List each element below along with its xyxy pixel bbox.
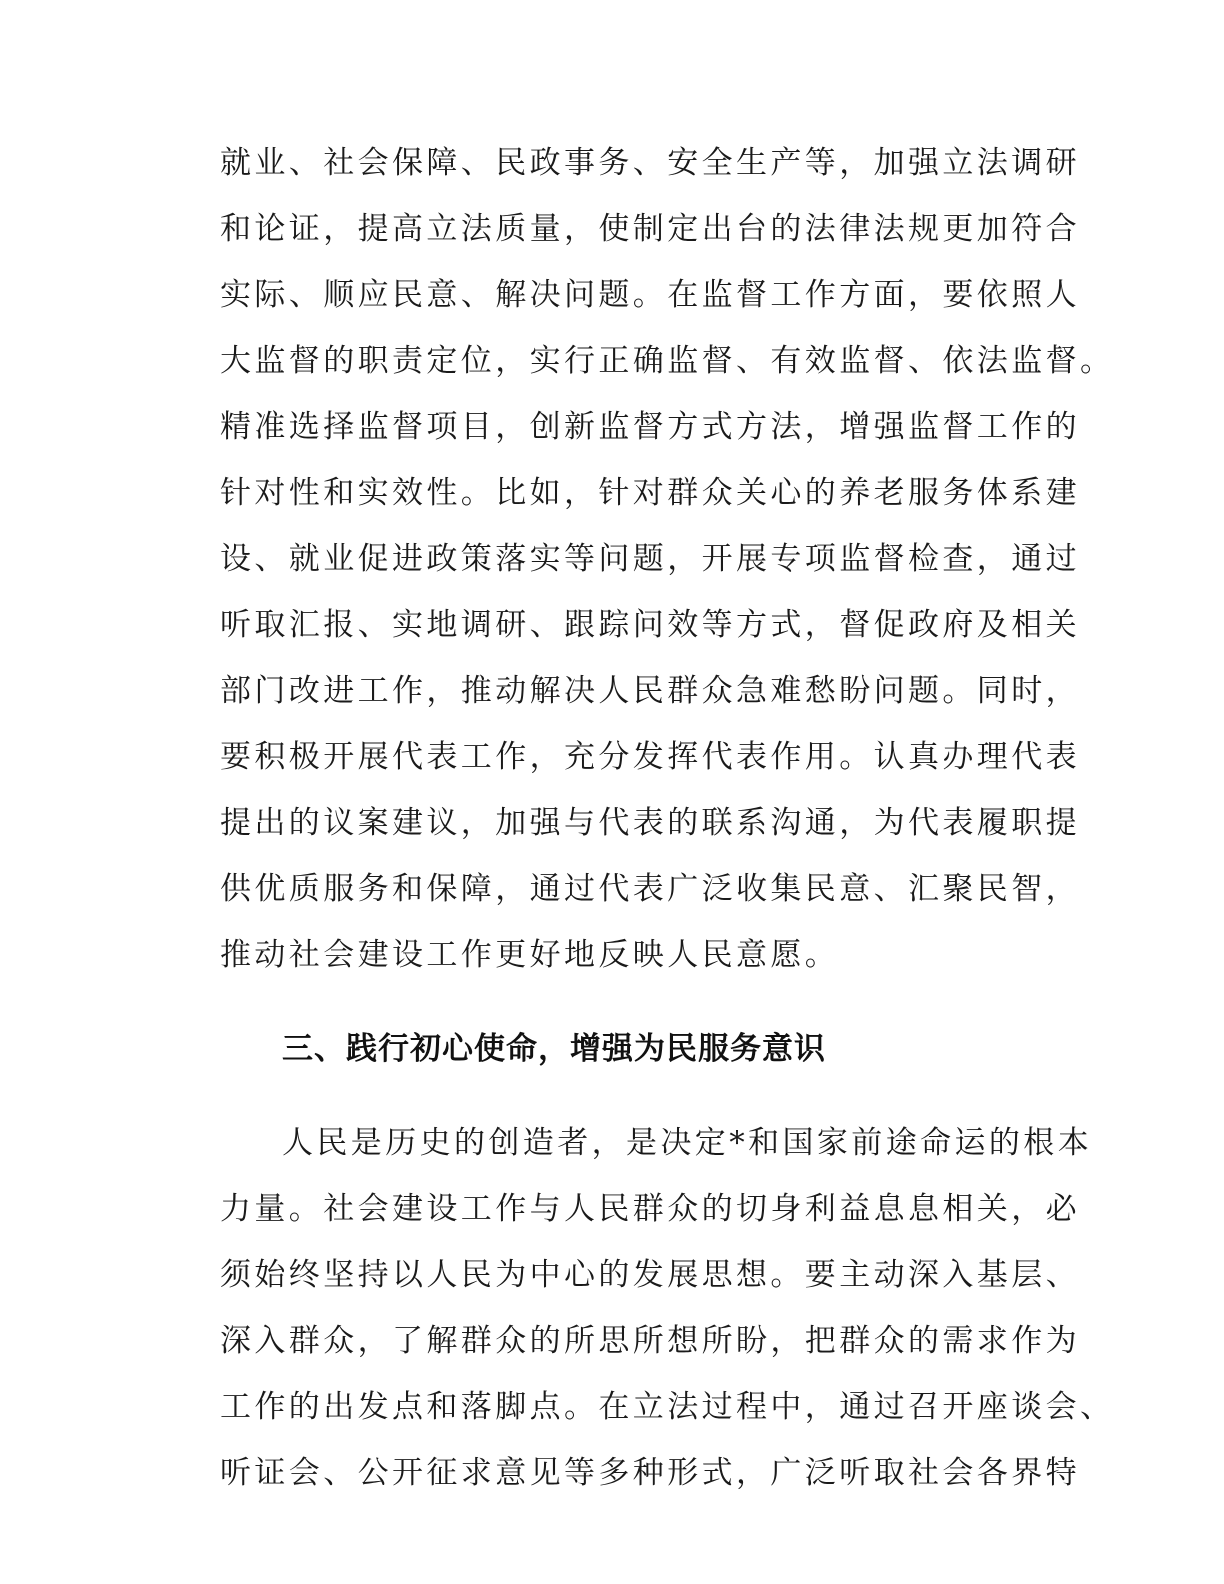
text-line: 要积极开展代表工作，充分发挥代表作用。认真办理代表 — [220, 739, 1080, 775]
text-line: 实际、顺应民意、解决问题。在监督工作方面，要依照人 — [220, 277, 1080, 313]
text-line: 供优质服务和保障，通过代表广泛收集民意、汇聚民智， — [220, 871, 1080, 907]
section-heading: 三、践行初心使命，增强为民服务意识 — [282, 1031, 826, 1067]
text-line: 工作的出发点和落脚点。在立法过程中，通过召开座谈会、 — [220, 1389, 1115, 1425]
text-line: 针对性和实效性。比如，针对群众关心的养老服务体系建 — [220, 475, 1080, 511]
text-line: 须始终坚持以人民为中心的发展思想。要主动深入基层、 — [220, 1257, 1080, 1293]
text-line: 精准选择监督项目，创新监督方式方法，增强监督工作的 — [220, 409, 1080, 445]
text-line: 部门改进工作，推动解决人民群众急难愁盼问题。同时， — [220, 673, 1080, 709]
paragraph-continued — [220, 130, 1115, 988]
text-line: 提出的议案建议，加强与代表的联系沟通，为代表履职提 — [220, 805, 1080, 841]
text-line: 听证会、公开征求意见等多种形式，广泛听取社会各界特 — [220, 1455, 1080, 1491]
text-line: 力量。社会建设工作与人民群众的切身利益息息相关，必 — [220, 1191, 1080, 1227]
text-line: 深入群众，了解群众的所思所想所盼，把群众的需求作为 — [220, 1323, 1080, 1359]
text-line: 大监督的职责定位，实行正确监督、有效监督、依法监督。 — [220, 343, 1115, 379]
text-line: 和论证，提高立法质量，使制定出台的法律法规更加符合 — [220, 211, 1080, 247]
text-line: 就业、社会保障、民政事务、安全生产等，加强立法调研 — [220, 145, 1080, 181]
text-line: 人民是历史的创造者，是决定*和国家前途命运的根本 — [282, 1125, 1093, 1161]
text-line: 听取汇报、实地调研、跟踪问效等方式，督促政府及相关 — [220, 607, 1080, 643]
text-line: 设、就业促进政策落实等问题，开展专项监督检查，通过 — [220, 541, 1080, 577]
document-body — [220, 130, 1115, 1506]
text-line: 推动社会建设工作更好地反映人民意愿。 — [220, 937, 840, 973]
paragraph — [220, 1110, 1115, 1506]
